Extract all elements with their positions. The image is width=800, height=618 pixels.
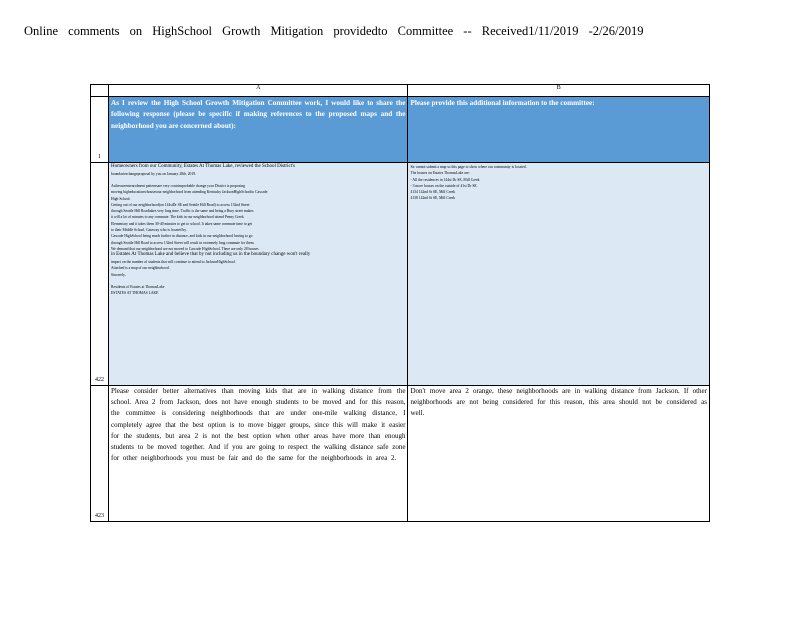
question-cell bbox=[109, 97, 408, 163]
comment-line: boundarieschangeproposal by you on January 28th, 2019. bbox=[111, 171, 197, 176]
comment-cell bbox=[109, 163, 408, 386]
additional-info-text bbox=[408, 163, 709, 203]
comment-line: - All the residences in 144st Dr SE, Mill Creek bbox=[410, 177, 480, 182]
additional-info-header-text: Please provide this additional information to the committee: bbox=[410, 99, 595, 107]
comment-line: in Estates At Thomas Lake and believe that by not including us in the boundary change won't really bbox=[111, 252, 311, 258]
comment-line: impact on the number of students that will continue to attend to JacksonHighSchool. bbox=[111, 259, 236, 264]
comment-line: - 3 more houses on the outside of 41st Dr SE. bbox=[410, 183, 478, 188]
page-title: Online comments on HighSchool Growth Mitigation providedto Committee -- Received1/11/2019 -2/26/2019 bbox=[24, 24, 644, 38]
comment-cell bbox=[109, 386, 408, 522]
comment-text bbox=[109, 163, 407, 297]
comment-line: Homeowners from our Community, Estates At Thomas Lake, reviewed the School District's bbox=[111, 164, 295, 169]
comment-line: Cascade HighSchool being much further in distance, and kids in our neighborhood having to go bbox=[111, 234, 253, 239]
column-b-header: B bbox=[408, 85, 710, 97]
additional-info-text: Don't move area 2 orange, these neighborhoods are in walking distance from Jackson. If other neighborhoods are not being considered for this reason, this area should not be considered as well. bbox=[410, 387, 707, 418]
comment-line: it will a lot of minutes to any commute. The kids in our neighborhood attend Penny Creek bbox=[111, 215, 244, 220]
table-row bbox=[91, 386, 710, 522]
comment-text: Please consider better alternatives than moving kids that are in walking distance from the school. Area 2 from Jackson, does not have enough students to be moved and for this reason, the committee is considering neighborhoods that are under one-mile walking distance, I completely agree that the best option is to move bigger groups, since this will make it easier for the students, but area 2 is not the best option when other areas have more than enough students to be moved together. And if you are going to respect the walking distance safe zone for other neighborhoods you must be fair and do the same for the neighborhoods in area 2. bbox=[111, 387, 406, 463]
comment-line: moving higheducationwhousesour neighborhood from attending Kentucky JacksonHighSchoolto Cascade bbox=[111, 190, 268, 195]
comment-line: The houses on Estates ThomasLake are: bbox=[410, 171, 470, 176]
row-number: 1 bbox=[91, 97, 109, 163]
comment-line: We demand that our neighborhood are not moved to Cascade HighSchool. There are only 28 houses bbox=[111, 246, 259, 251]
comment-line: 4134 142nd St SE, Mill Creek bbox=[410, 190, 456, 195]
question-text: As I review the High School Growth Mitigation Committee work, I would like to share the following response (please be specific if making references to the proposed maps and the neighborhood you are concerned about): bbox=[111, 99, 406, 130]
column-header-row bbox=[91, 85, 710, 97]
comment-line: through Seattle Hill Road to access 132nd Street will result in extremely long commute for them. bbox=[111, 240, 255, 245]
comment-line: to their Middle School, Gateway who is located by. bbox=[111, 228, 187, 233]
table-row bbox=[91, 163, 710, 386]
row-number: 422 bbox=[91, 163, 109, 386]
comment-line: through Seattle Hill Roadtakes very long time. Traffic is the same and being a Bury street makes bbox=[111, 209, 254, 214]
comments-table bbox=[90, 84, 710, 522]
additional-info-header-cell bbox=[408, 97, 710, 163]
comment-line: High School. bbox=[111, 196, 131, 201]
comment-line: Residents of Estates at ThomasLake bbox=[111, 284, 165, 289]
comment-line: Asthecurrentenrolment patternsare very contrimprobable change your District is proposing bbox=[111, 184, 245, 188]
comment-line: ESTATES AT THOMAS LAKE bbox=[111, 291, 159, 296]
row-number: 423 bbox=[91, 386, 109, 522]
comment-line: Sir cannot submit a map so this page to show where our community is located. bbox=[410, 165, 527, 169]
comment-line: Elementary and it takes them 30-40 minutes to get to school. It takes same commute time to get bbox=[111, 221, 253, 226]
comment-line: Attached is a map of our neighborhood. bbox=[111, 266, 170, 271]
additional-info-cell bbox=[408, 386, 710, 522]
comment-line: 4138 142nd St SE, Mill Creek bbox=[410, 196, 456, 201]
comment-line: Getting out of our neighborhood(on 144stDr SE and Seattle Hill Road) to access 132nd Street bbox=[111, 202, 250, 207]
additional-info-cell bbox=[408, 163, 710, 386]
table-row bbox=[91, 97, 710, 163]
corner-cell bbox=[91, 85, 109, 97]
comment-line: Sincerely, bbox=[111, 272, 126, 277]
column-a-header: A bbox=[109, 85, 408, 97]
